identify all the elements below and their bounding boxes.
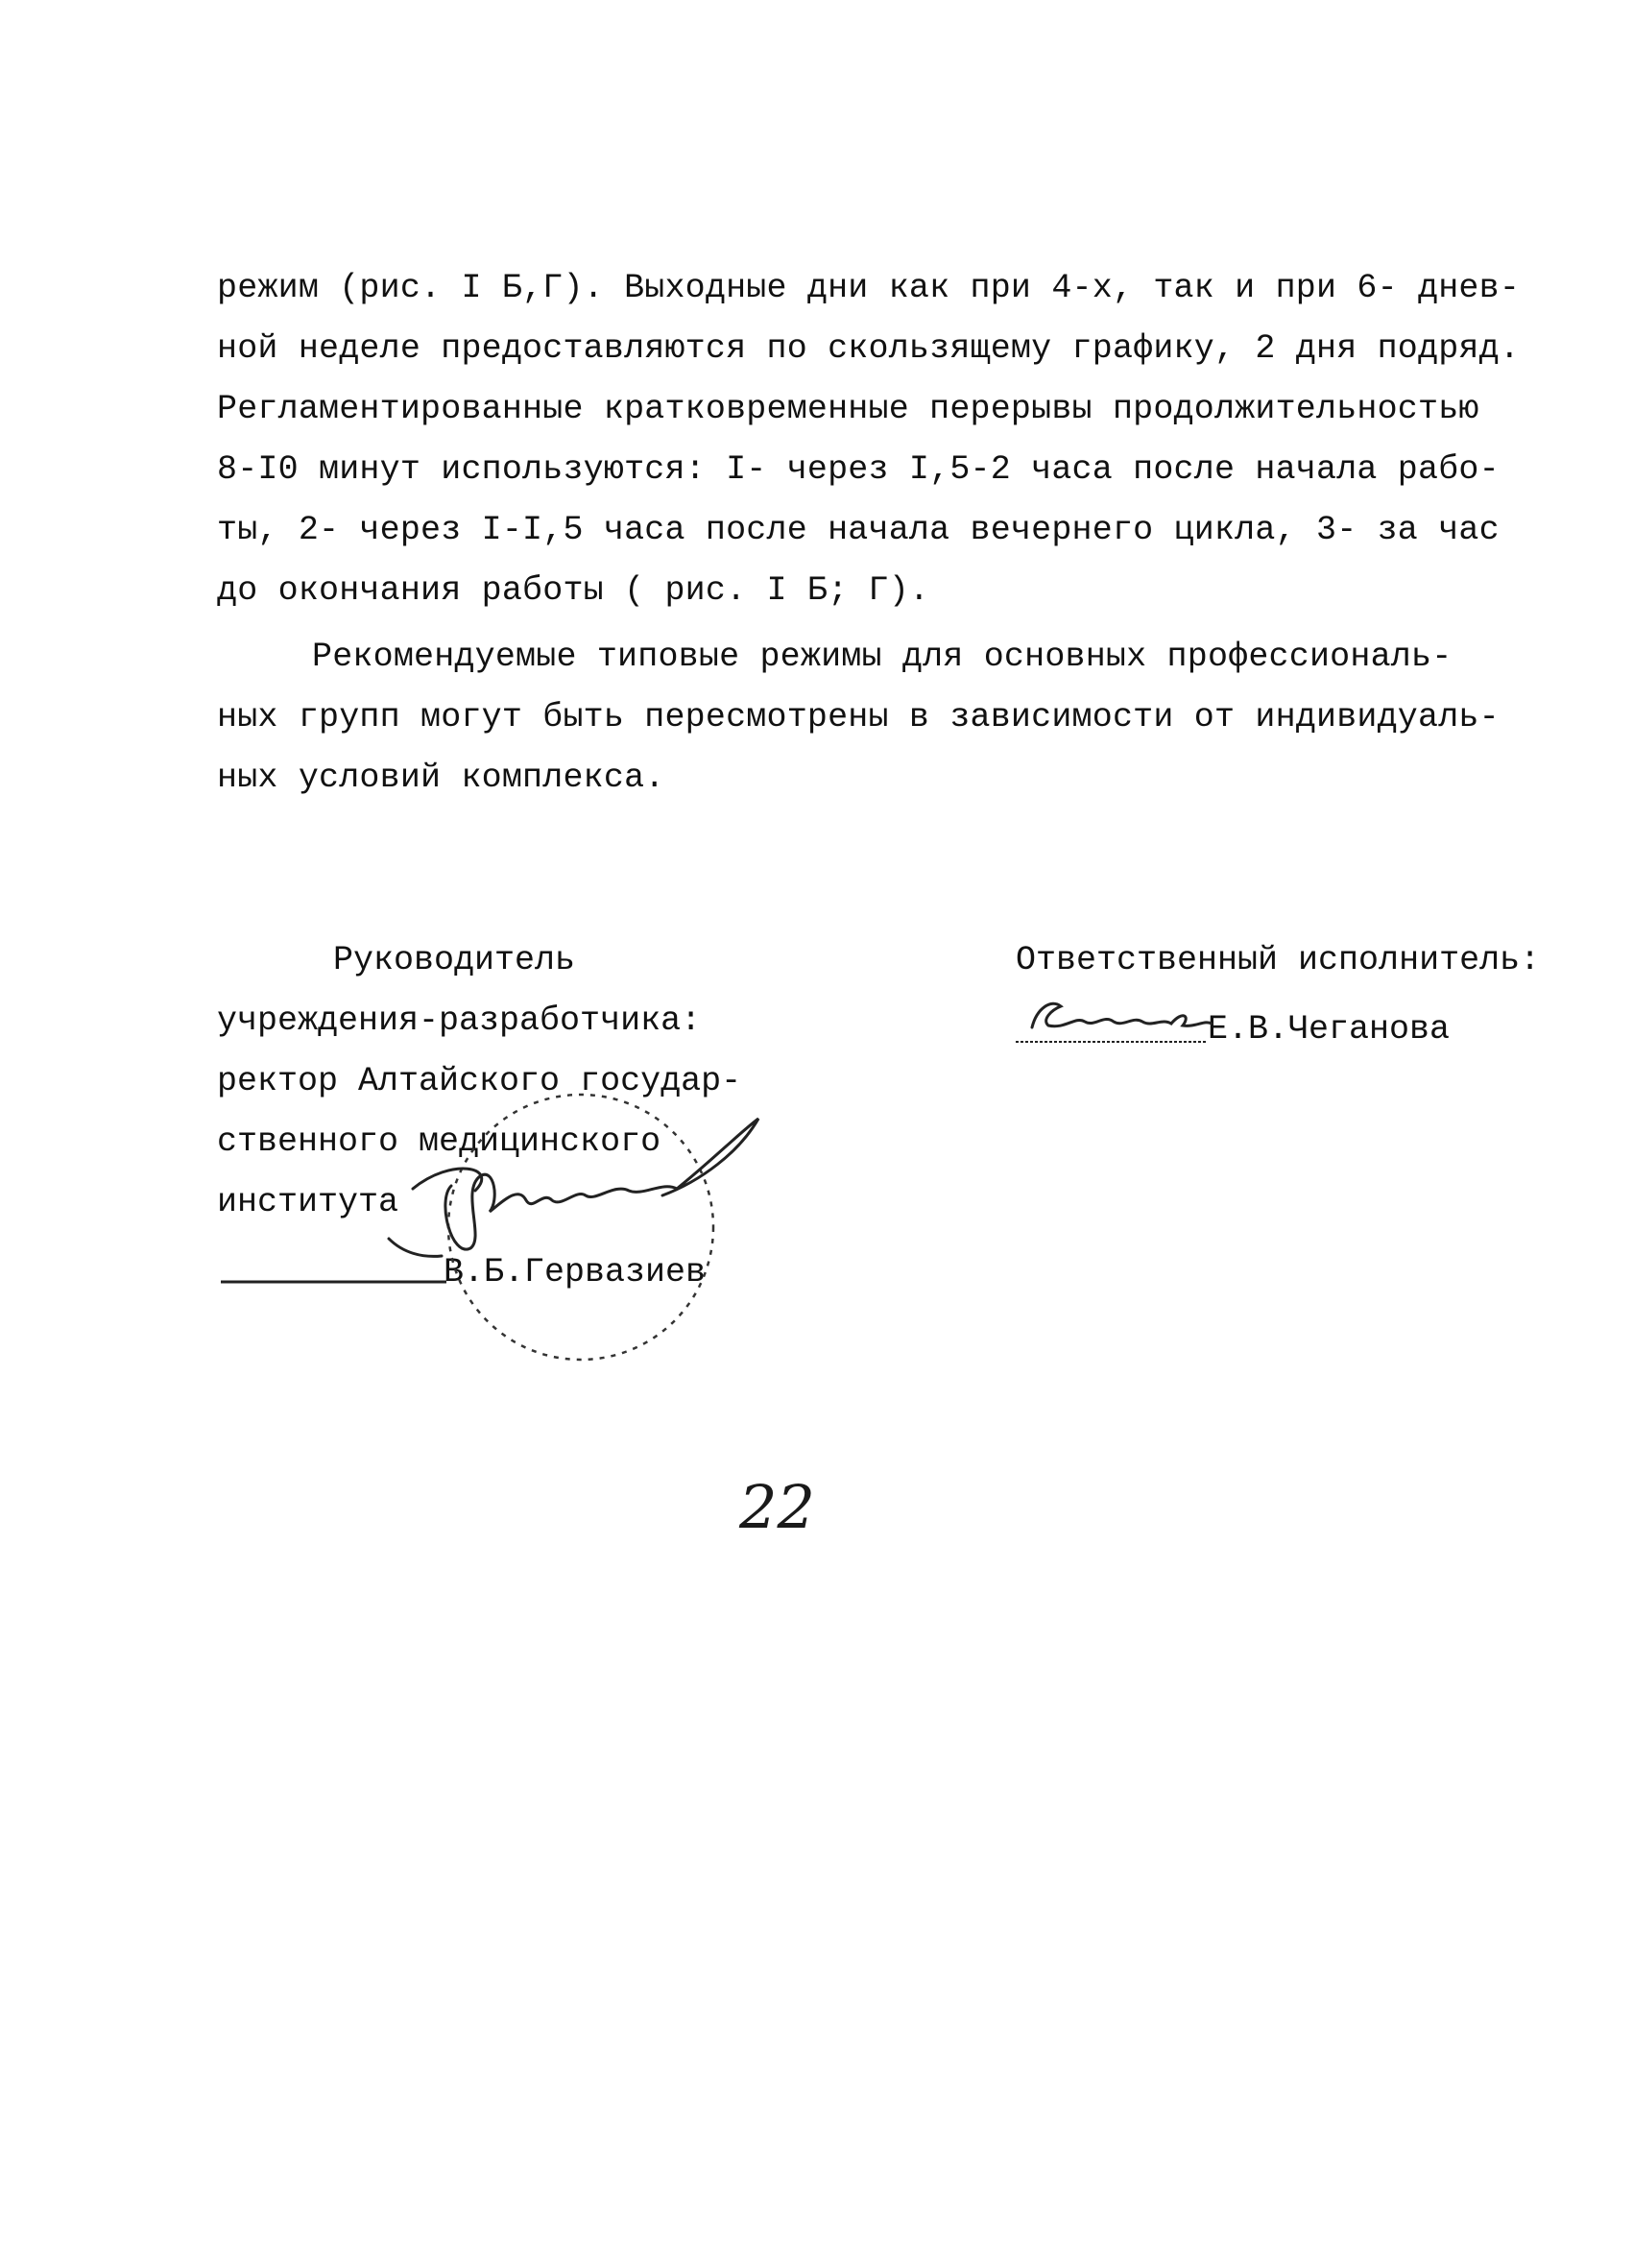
body-line: ных условий комплекса. xyxy=(217,759,665,797)
signer-right-name: Е.В.Чеганова xyxy=(1208,1010,1451,1049)
body-line: ных групп могут быть пересмотрены в зависимости от индивидуаль- xyxy=(217,698,1500,736)
signer-left-line: учреждения-разработчика: xyxy=(217,1001,702,1040)
page-number: 22 xyxy=(739,1472,815,1542)
body-line: Рекомендуемые типовые режимы для основных профессиональ- xyxy=(312,638,1453,676)
body-line: режим (рис. I Б,Г). Выходные дни как при 4-х, так и при 6- днев- xyxy=(217,269,1521,307)
signer-left-line: Руководитель xyxy=(333,941,576,979)
signer-left-line: ректор Алтайского государ- xyxy=(217,1062,742,1100)
body-line: до окончания работы ( рис. I Б; Г). xyxy=(217,571,930,610)
signer-right-title: Ответственный исполнитель: xyxy=(1016,941,1541,979)
handwritten-signature-left-icon xyxy=(389,1119,758,1256)
body-line: ты, 2- через I-I,5 часа после начала вечернего цикла, 3- за час xyxy=(217,511,1500,549)
handwritten-signature-right-icon xyxy=(1032,1003,1212,1027)
body-line: Регламентированные кратковременные перерывы продолжительностью xyxy=(217,390,1479,428)
official-stamp-icon xyxy=(448,1095,713,1360)
body-line: 8-I0 минут используются: I- через I,5-2 часа после начала рабо- xyxy=(217,450,1500,489)
signer-left-name: В.Б.Гервазиев xyxy=(444,1253,707,1291)
body-line: ной неделе предоставляются по скользящему графику, 2 дня подряд. xyxy=(217,329,1521,368)
signer-left-line: ственного медицинского xyxy=(217,1122,661,1161)
signer-left-line: института xyxy=(217,1183,399,1221)
